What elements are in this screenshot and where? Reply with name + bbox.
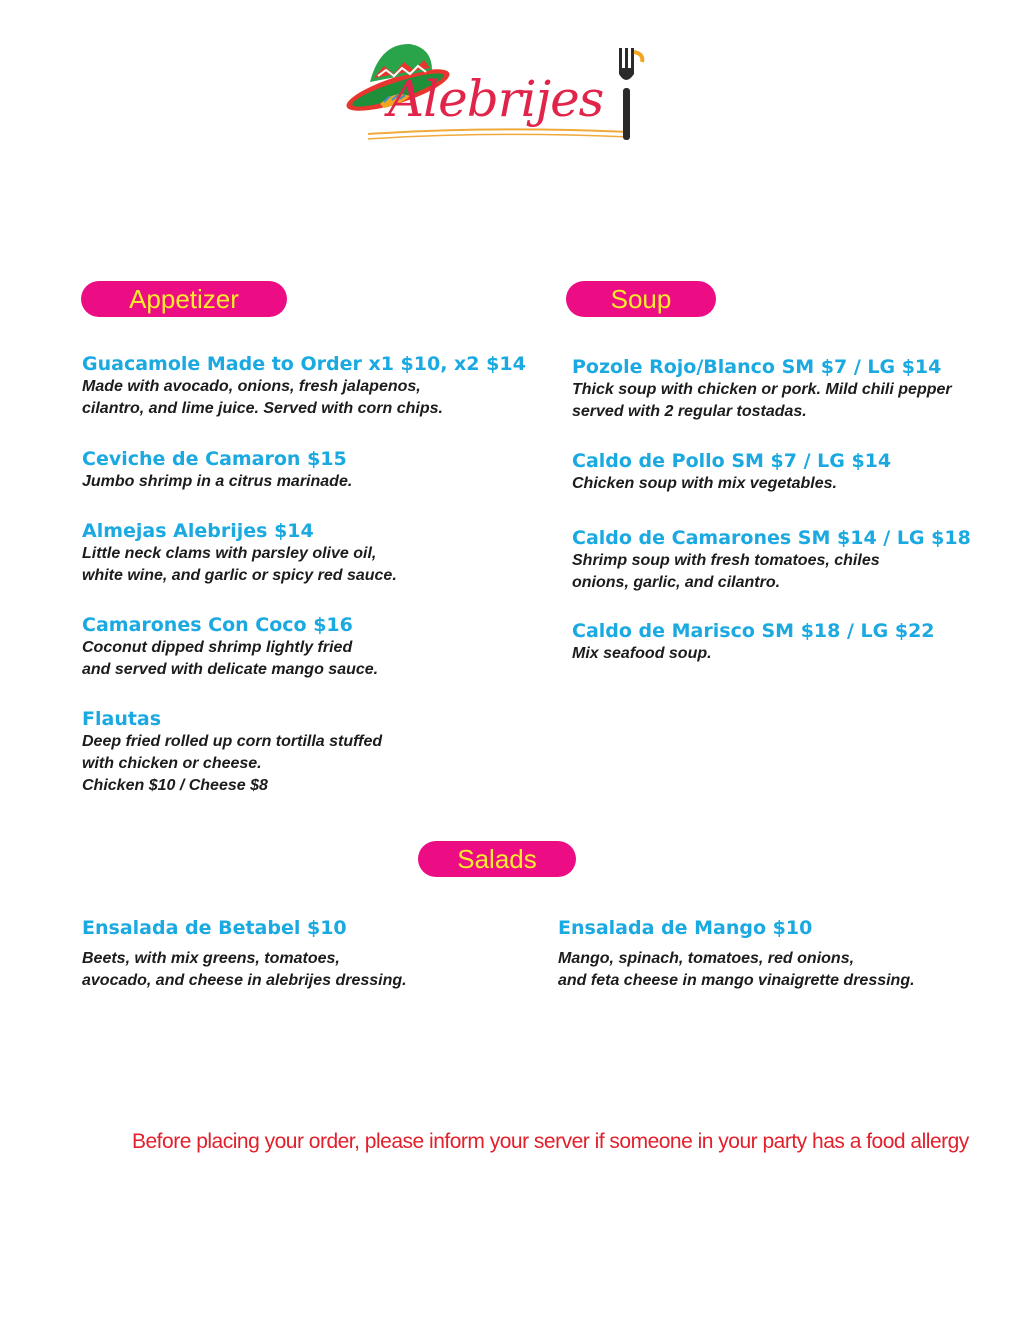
item-description: and feta cheese in mango vinaigrette dressing.	[558, 972, 915, 989]
item-description: and served with delicate mango sauce.	[82, 661, 379, 678]
item-description: Jumbo shrimp in a citrus marinade.	[82, 473, 353, 490]
item-title: Camarones Con Coco $16	[82, 614, 353, 636]
menu-item	[572, 355, 952, 423]
appetizer-heading: Appetizer	[81, 281, 287, 317]
item-title: Flautas	[82, 708, 162, 730]
fork-icon	[619, 48, 642, 140]
item-description: avocado, and cheese in alebrijes dressing.	[82, 972, 407, 989]
item-description: with chicken or cheese.	[82, 755, 262, 772]
item-description: Beets, with mix greens, tomatoes,	[82, 950, 340, 967]
menu-item	[572, 619, 935, 665]
item-description: cilantro, and lime juice. Served with corn chips.	[82, 400, 443, 417]
menu-item	[572, 449, 891, 495]
item-title: Almejas Alebrijes $14	[82, 520, 314, 542]
item-description: served with 2 regular tostadas.	[572, 403, 807, 420]
item-description: Shrimp soup with fresh tomatoes, chiles	[572, 552, 880, 569]
item-description: Made with avocado, onions, fresh jalapenos,	[82, 378, 421, 395]
menu-item	[558, 916, 915, 992]
item-title: Ensalada de Mango $10	[558, 917, 813, 939]
item-title: Caldo de Camarones SM $14 / LG $18	[572, 527, 971, 549]
item-title: Guacamole Made to Order x1 $10, x2 $14	[82, 353, 526, 375]
item-description: white wine, and garlic or spicy red sauce.	[82, 567, 397, 584]
item-title: Caldo de Marisco SM $18 / LG $22	[572, 620, 935, 642]
item-description: Chicken soup with mix vegetables.	[572, 475, 837, 492]
item-description: Chicken $10 / Cheese $8	[82, 777, 268, 794]
item-description: Mango, spinach, tomatoes, red onions,	[558, 950, 855, 967]
menu-item	[82, 707, 382, 797]
allergy-notice: Before placing your order, please inform your server if someone in your party has a food allergy	[132, 1130, 969, 1153]
menu-item	[82, 519, 397, 587]
item-title: Pozole Rojo/Blanco SM $7 / LG $14	[572, 356, 942, 378]
menu-item	[82, 916, 407, 992]
item-description: onions, garlic, and cilantro.	[572, 574, 781, 591]
item-description: Thick soup with chicken or pork. Mild chili pepper	[572, 381, 952, 398]
item-description: Coconut dipped shrimp lightly fried	[82, 639, 353, 656]
menu-item	[82, 613, 378, 681]
menu-item	[82, 447, 352, 493]
menu-item	[82, 352, 526, 420]
item-description: Little neck clams with parsley olive oil,	[82, 545, 377, 562]
soup-heading: Soup	[566, 281, 716, 317]
item-description: Mix seafood soup.	[572, 645, 712, 662]
brand-name: Alebrijes	[388, 70, 604, 128]
salads-heading: Salads	[418, 841, 576, 877]
item-title: Ensalada de Betabel $10	[82, 917, 347, 939]
item-title: Caldo de Pollo SM $7 / LG $14	[572, 450, 892, 472]
item-title: Ceviche de Camaron $15	[82, 448, 347, 470]
item-description: Deep fried rolled up corn tortilla stuffed	[82, 733, 383, 750]
menu-item	[572, 526, 971, 594]
